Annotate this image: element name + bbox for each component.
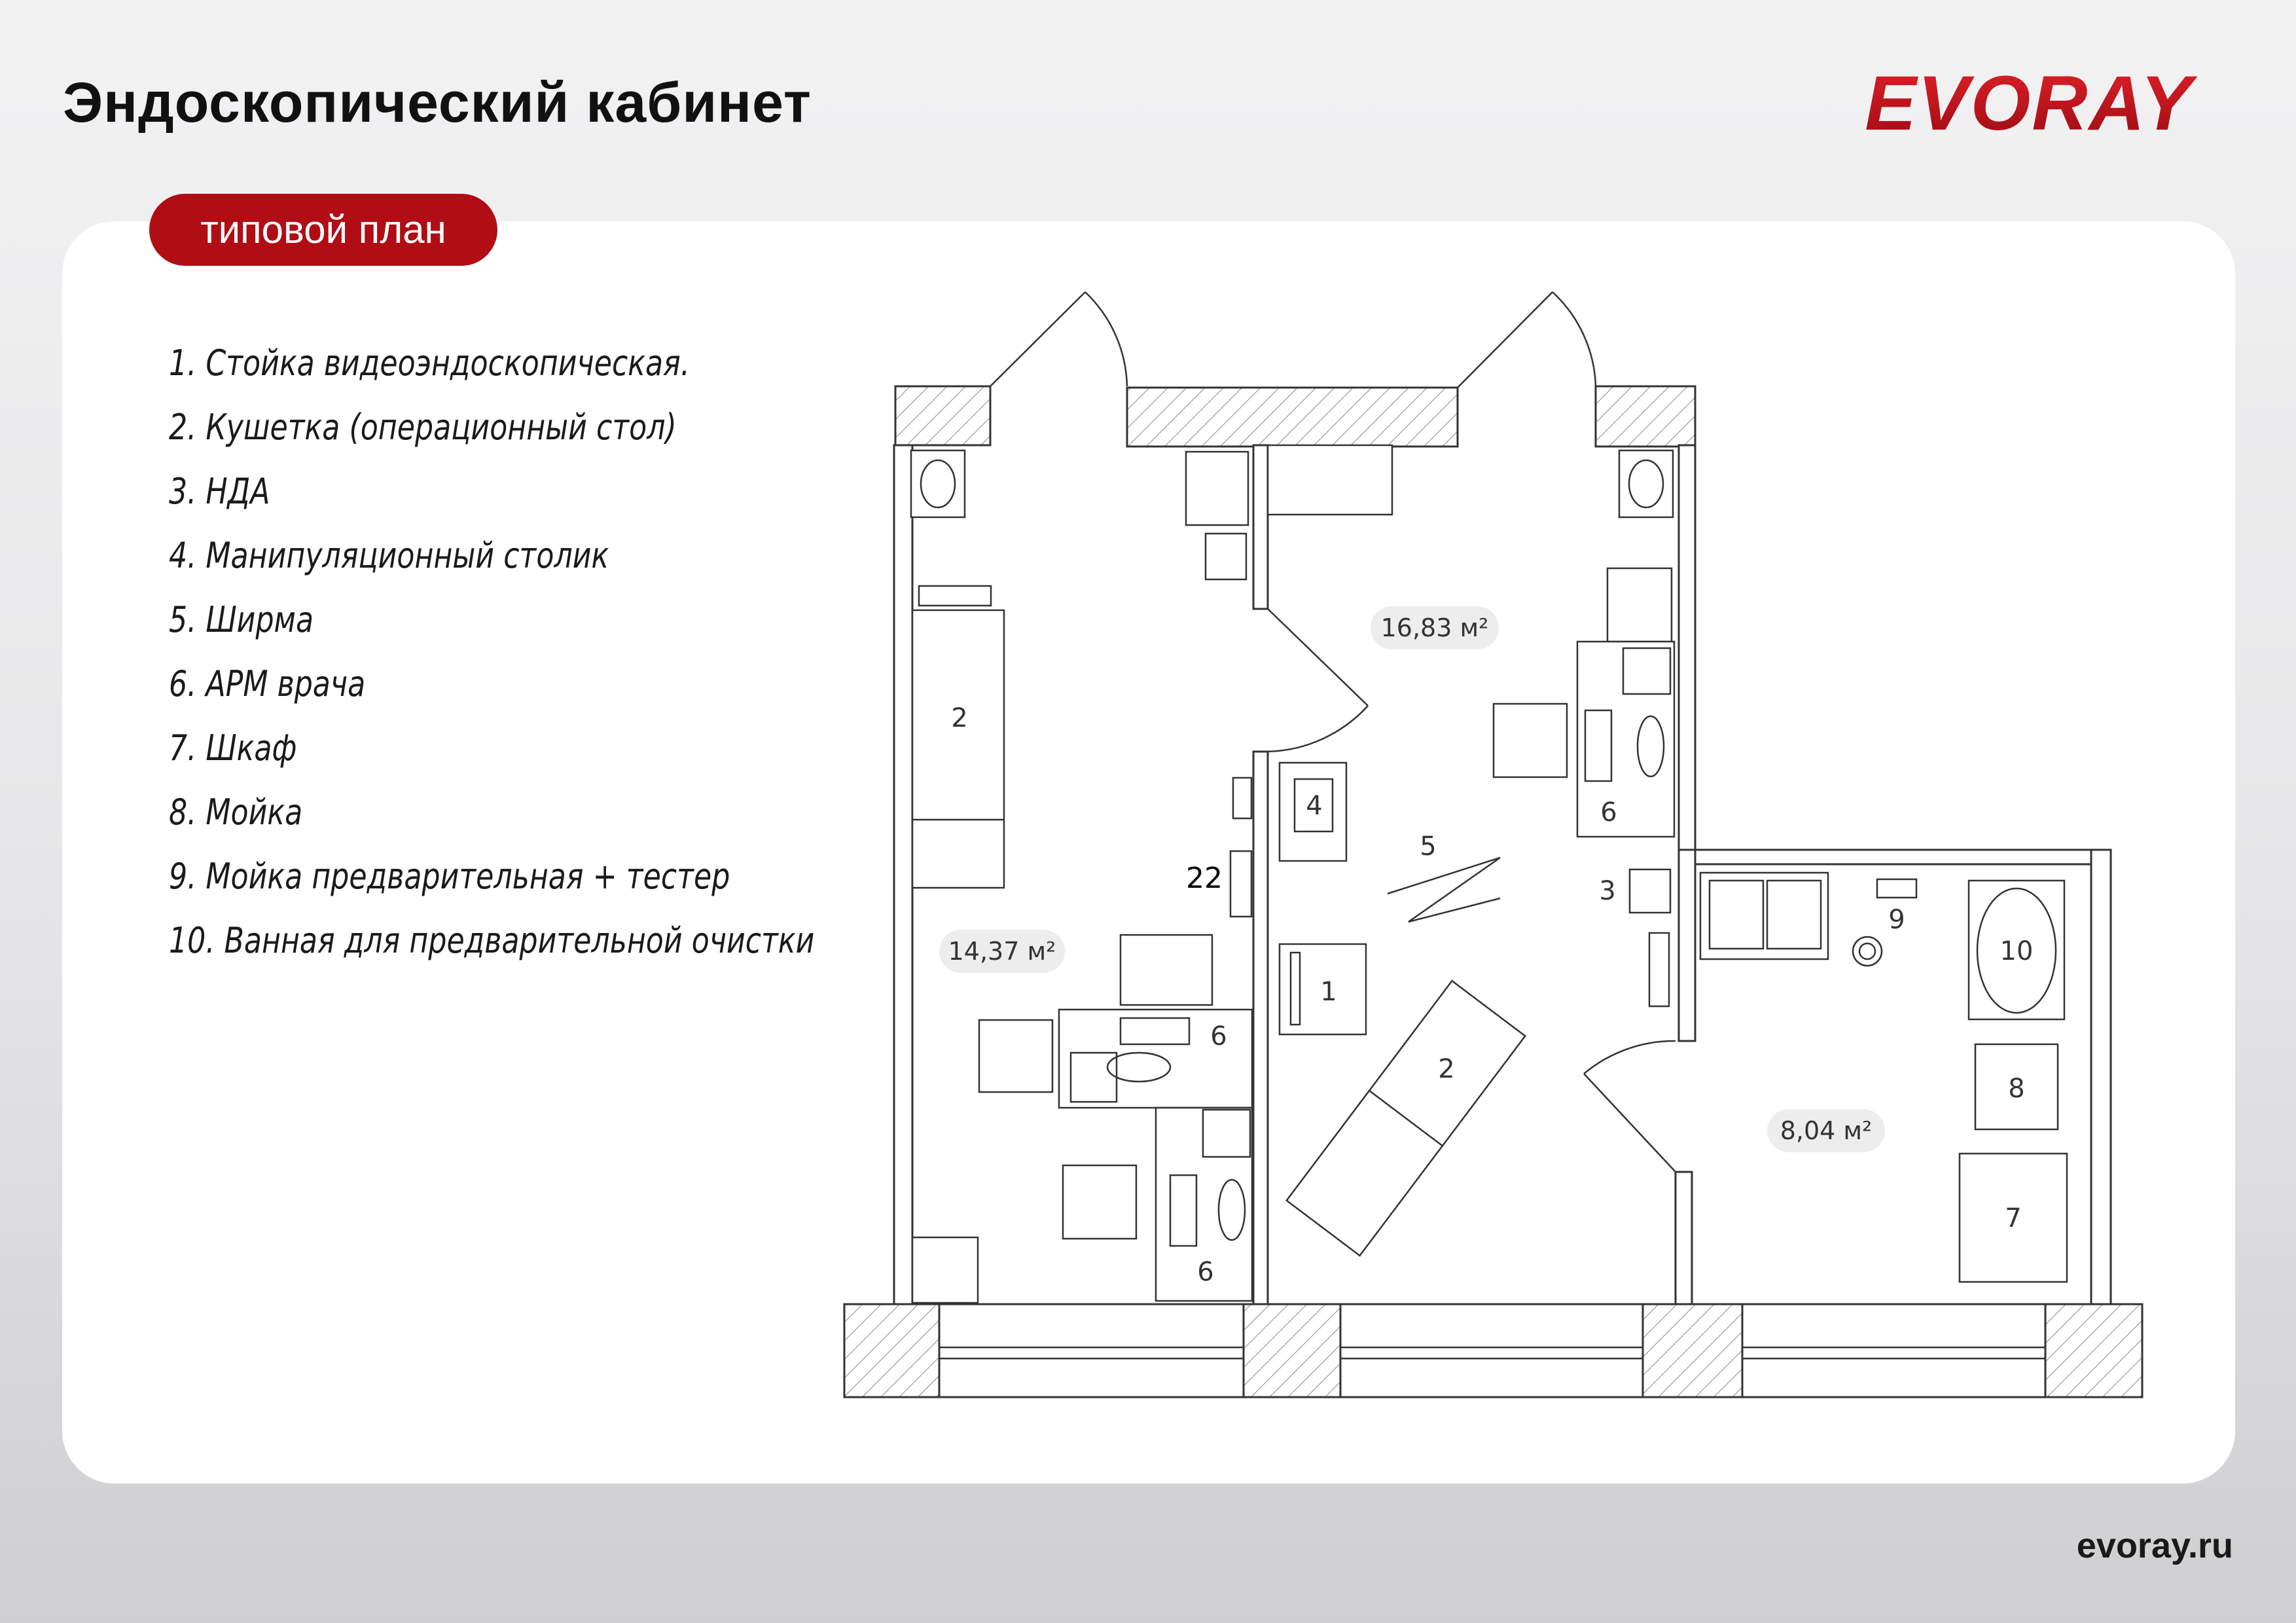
legend-item: 1. Стойка видеоэндоскопическая. [169, 342, 690, 384]
mark-sink: 8 [2008, 1074, 2025, 1104]
area-left: 14,37 м² [948, 937, 1056, 966]
legend-item: 6. АРМ врача [169, 663, 366, 704]
mark-couch-center: 2 [1438, 1054, 1455, 1084]
legend-item: 9. Мойка предварительная + тестер [169, 856, 730, 897]
mark-workstation-b: 6 [1197, 1257, 1214, 1287]
logo-text: EVORAY [1865, 64, 2193, 143]
mark-stand: 1 [1320, 977, 1337, 1007]
site-url[interactable]: evoray.ru [2076, 1526, 2233, 1565]
legend-item: 5. Ширма [169, 599, 314, 640]
legend-item: 7. Шкаф [169, 727, 297, 769]
top-walls [895, 386, 1695, 447]
mark-table: 4 [1306, 791, 1323, 821]
room-number: 22 [1186, 862, 1223, 895]
legend-item: 8. Мойка [169, 792, 303, 833]
legend-item: 3. НДА [169, 471, 270, 512]
mark-sink-pre: 9 [1888, 905, 1905, 935]
mark-couch-left: 2 [951, 703, 968, 733]
mark-screen: 5 [1420, 831, 1437, 862]
area-right: 8,04 м² [1780, 1116, 1873, 1145]
mark-workstation-c: 6 [1600, 797, 1617, 828]
mark-nda: 3 [1599, 876, 1616, 906]
mark-workstation-a: 6 [1210, 1021, 1227, 1051]
legend-item: 2. Кушетка (операционный стол) [169, 407, 677, 448]
plan-type-badge: типовой план [149, 194, 497, 266]
area-center: 16,83 м² [1380, 613, 1489, 642]
legend-item: 10. Ванная для предварительной очистки [169, 920, 815, 961]
page-title: Эндоскопический кабинет [63, 71, 812, 134]
bottom-wall [844, 1304, 2142, 1397]
central-room-furniture [1268, 445, 1674, 1256]
legend-item: 4. Манипуляционный столик [169, 535, 609, 576]
mark-cabinet: 7 [2005, 1203, 2022, 1233]
mark-bath: 10 [2000, 936, 2034, 966]
